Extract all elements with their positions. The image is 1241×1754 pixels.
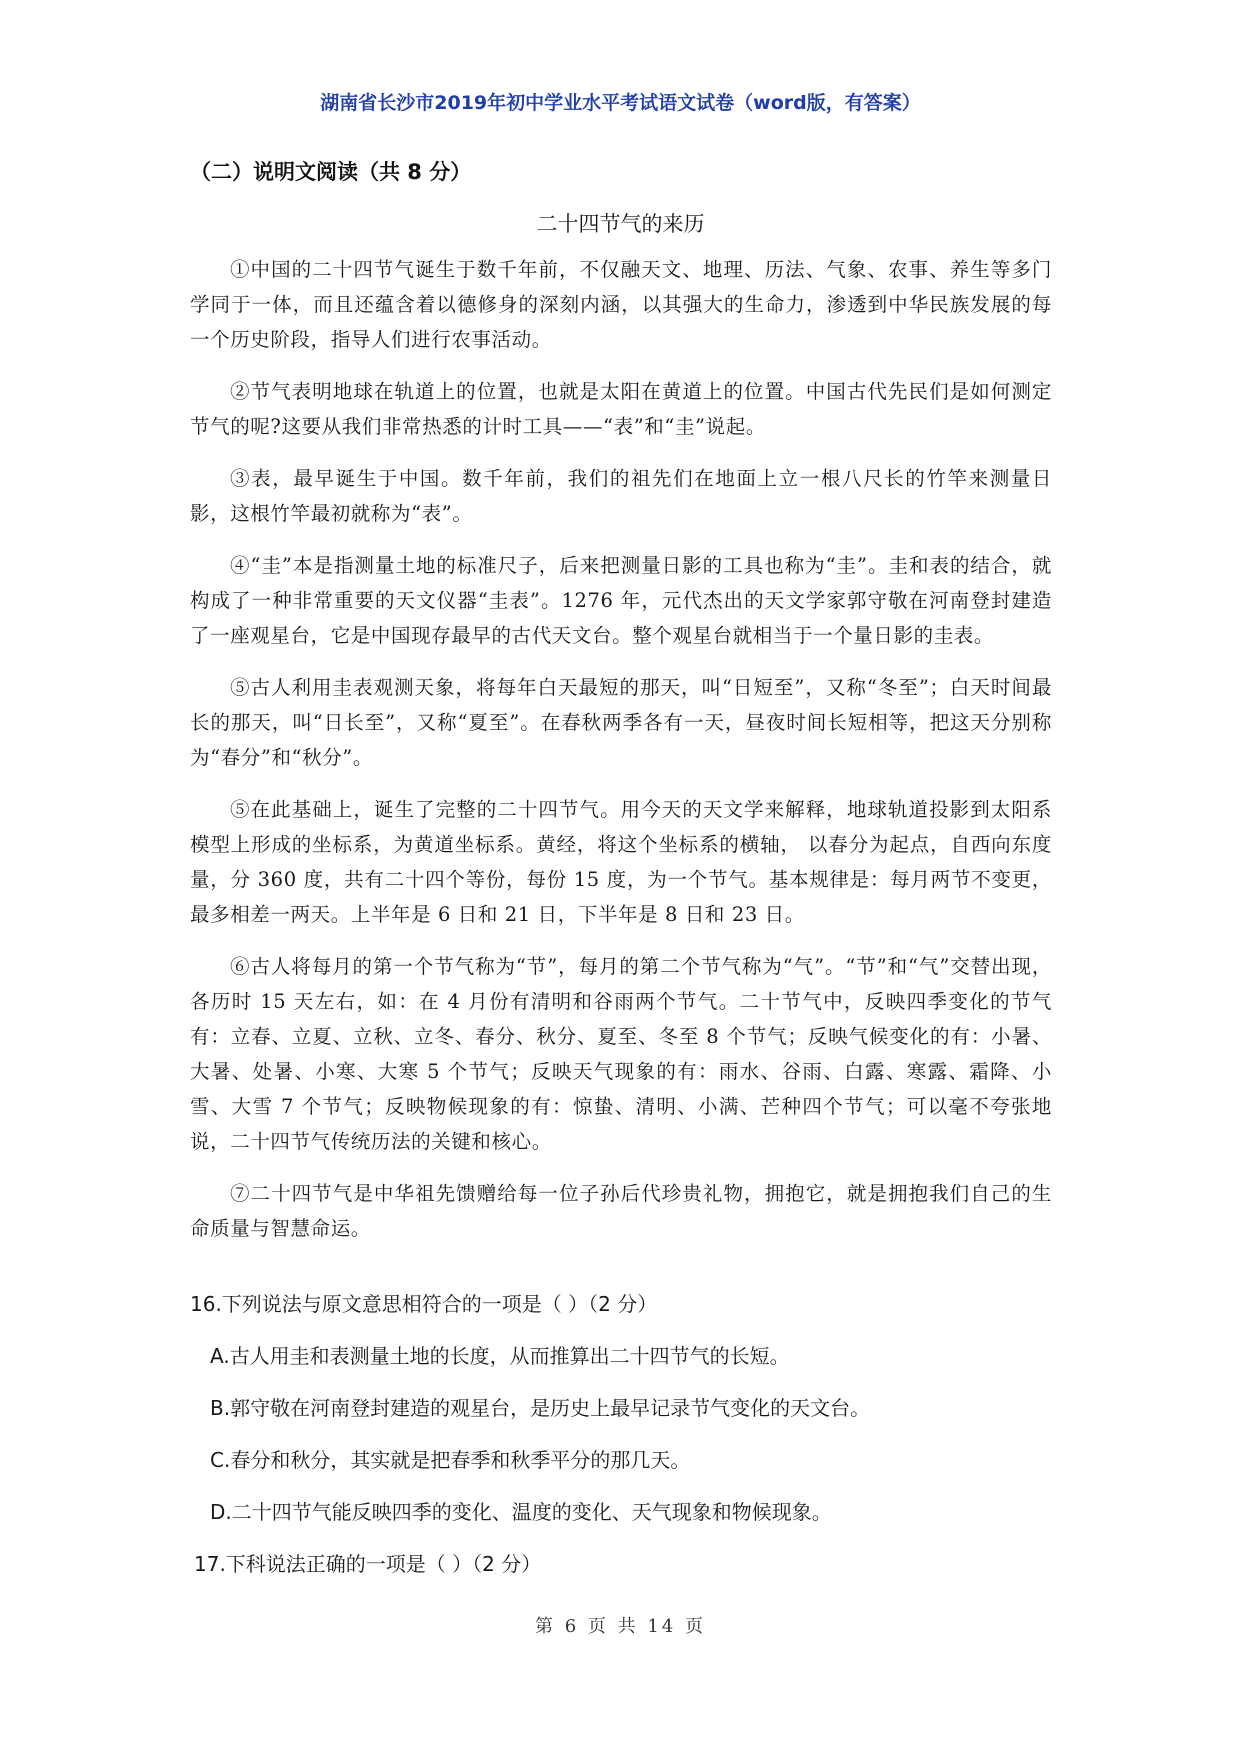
paragraph-4: ④“圭”本是指测量土地的标准尺子，后来把测量日影的工具也称为“圭”。圭和表的结合，就构成了一种非常重要的天文仪器“圭表”。1276 年，元代杰出的天文学家郭守敬在河南登封建造了一座观星台，它是中国现存最早的古代天文台。整个观星台就相当于一个量日影的圭表。 (190, 554, 1052, 647)
paragraph-5: ⑤古人利用圭表观测天象，将每年白天最短的那天，叫“日短至”，又称“冬至”；白天时间最长的那天，叫“日长至”，又称“夏至”。在春秋两季各有一天，昼夜时间长短相等，把这天分别称为“春分”和“秋分”。 (190, 676, 1052, 769)
document-header: 湖南省长沙市2019年初中学业水平考试语文试卷（word版，有答案） (320, 92, 921, 114)
paragraph-7: ⑥古人将每月的第一个节气称为“节”，每月的第二个节气称为“气”。“节”和“气”交替出现，各历时 15 天左右，如：在 4 月份有清明和谷雨两个节气。二十节气中，反映四季变化的节气有：立春、立夏、立秋、立冬、春分、秋分、夏至、冬至 8 个节气；反映气候变化的有：小暑、大暑、处暑、小寒、大寒 5 个节气；反映天气现象的有：雨水、谷雨、白露、寒露、霜降、小雪、大雪 7 个节气；反映物候现象的有：惊蛰、清明、小满、芒种四个节气；可以毫不夸张地说，二十四节气传统历法的关键和核心。 (190, 955, 1052, 1153)
question-16-option-c: C.春分和秋分，其实就是把春季和秋季平分的那几天。 (210, 1448, 691, 1472)
paragraph-1: ①中国的二十四节气诞生于数千年前，不仅融天文、地理、历法、气象、农事、养生等多门学同于一体，而且还蕴含着以德修身的深刻内涵，以其强大的生命力，渗透到中华民族发展的每一个历史阶段，指导人们进行农事活动。 (190, 258, 1052, 351)
section-title: （二）说明文阅读（共 8 分） (190, 160, 472, 184)
question-16-option-d: D.二十四节气能反映四季的变化、温度的变化、天气现象和物候现象。 (210, 1500, 832, 1524)
question-16-option-b: B.郭守敬在河南登封建造的观星台，是历史上最早记录节气变化的天文台。 (210, 1396, 871, 1420)
article-title: 二十四节气的来历 (536, 212, 705, 236)
paragraph-8: ⑦二十四节气是中华祖先馈赠给每一位子孙后代珍贵礼物，拥抱它，就是拥抱我们自己的生命质量与智慧命运。 (190, 1182, 1052, 1240)
questions-section (190, 1290, 1052, 1602)
paragraph-2: ②节气表明地球在轨道上的位置，也就是太阳在黄道上的位置。中国古代先民们是如何测定节气的呢?这要从我们非常热悉的计时工具——“表”和“圭”说起。 (190, 380, 1052, 438)
question-17-stem: 17.下科说法正确的一项是（ ）（2 分） (194, 1552, 542, 1576)
question-16-option-a: A.古人用圭和表测量土地的长度，从而推算出二十四节气的长短。 (210, 1344, 790, 1368)
paragraph-6: ⑤在此基础上，诞生了完整的二十四节气。用今天的天文学来解释，地球轨道投影到太阳系模型上形成的坐标系，为黄道坐标系。黄经，将这个坐标系的横轴， 以春分为起点，自西向东度量，分 360 度，共有二十四个等份，每份 15 度，为一个节气。基本规律是：每月两节不变更，最多相差一两天。上半年是 6 日和 21 日，下半年是 8 日和 23 日。 (190, 798, 1052, 926)
page-footer: 第 6 页 共 14 页 (535, 1616, 706, 1637)
paragraph-3: ③表，最早诞生于中国。数千年前，我们的祖先们在地面上立一根八尺长的竹竿来测量日影，这根竹竿最初就称为“表”。 (190, 467, 1052, 525)
article-body (190, 252, 1052, 1263)
question-16-stem: 16.下列说法与原文意思相符合的一项是（ ）（2 分） (190, 1292, 658, 1316)
